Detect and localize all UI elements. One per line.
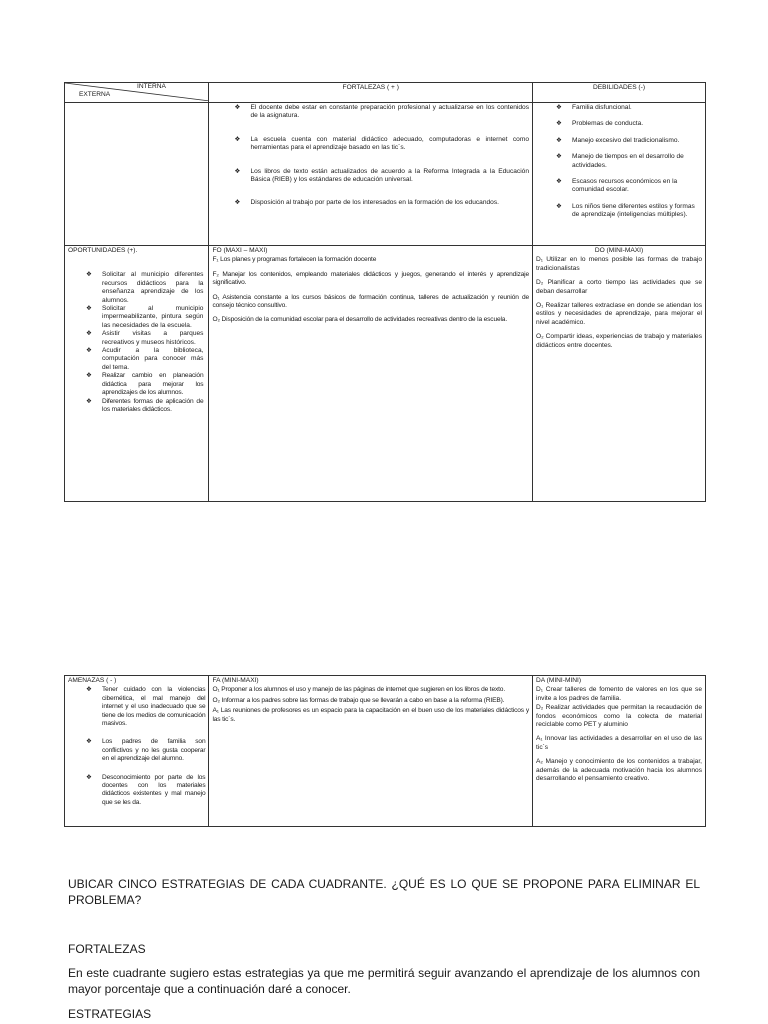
- do-item: D₁ Utilizar en lo menos posible las formas de trabajo tradicionalistas: [536, 256, 702, 272]
- debilidades-cell: [533, 103, 706, 246]
- list-item: ❖ Realizar cambio en planeación didáctica para mejorar los aprendizajes de los alumnos.: [68, 372, 203, 397]
- amenazas-cell: [65, 676, 209, 827]
- list-item: ❖ Tener cuidado con la violencias cibernética, el mal manejo del internet y el uso inadecuado que se tiene de los medios de comunicación masivos.: [68, 686, 205, 728]
- list-item: ❖ Manejo excesivo del tradicionalismo.: [536, 137, 702, 145]
- list-item: ❖ Los libros de texto están actualizados de acuerdo a la Reforma Integrada a la Educación Básica (RIEB) y los estándares de educación universal.: [212, 168, 529, 185]
- estrategias-heading: ESTRATEGIAS: [68, 1007, 152, 1021]
- fo-item: F₂ Manejar los contenidos, empleando materiales didácticos y juegos, generando el interés y aprendizaje significativo.: [212, 270, 530, 287]
- swot-matrix-bottom: [64, 675, 706, 827]
- question-text: UBICAR CINCO ESTRATEGIAS DE CADA CUADRANTE. ¿QUÉ ES LO QUE SE PROPONE PARA ELIMINAR EL PROBLEMA?: [68, 877, 700, 907]
- list-item: ❖ Manejo de tiempos en el desarrollo de actividades.: [536, 153, 702, 170]
- list-item: ❖ Los padres de familia son conflictivos y no les gusta cooperar en el aprendizaje del alumno.: [68, 738, 205, 763]
- fortalezas-list: [212, 104, 529, 208]
- list-item: ❖ El docente debe estar en constante preparación profesional y actualizarse en los contenidos de la asignatura.: [212, 104, 529, 121]
- do-item: D₂ Planificar a corto tiempo las actividades que se deban desarrollar: [536, 279, 702, 295]
- do-cell: [533, 246, 706, 502]
- intro-paragraph: En este cuadrante sugiero estas estrategias ya que me permitirá seguir avanzando el aprendizaje de los alumnos con mayor porcentaje que a continuación daré a conocer.: [68, 966, 700, 996]
- do-item: O₁ Realizar talleres extraclase en donde se atiendan los estilos y necesidades de aprendizaje, para mejorar el nivel académico.: [536, 302, 702, 326]
- list-item: ❖ Solicitar al municipio diferentes recursos didácticos para la enseñanza aprendizaje de los alumnos.: [68, 271, 203, 305]
- fo-cell: [209, 246, 533, 502]
- list-item: ❖ Diferentes formas de aplicación de los materiales didácticos.: [68, 398, 203, 415]
- list-item: ❖ Asistir visitas a parques recreativos y museos históricos.: [68, 330, 203, 347]
- interna-label: INTERNA: [137, 83, 166, 90]
- fa-item: O₁ Proponer a los alumnos el uso y manejo de las páginas de internet que sugieren en los libros de texto.: [212, 686, 506, 694]
- list-item: ❖ Disposición al trabajo por parte de los interesados en la formación de los educandos.: [212, 199, 529, 207]
- fo-item: F₁ Los planes y programas fortalecen la formación docente: [212, 256, 377, 264]
- list-item: ❖ La escuela cuenta con material didáctico adecuado, computadoras e internet como herramientas para el aprendizaje basado en las tic´s.: [212, 136, 529, 153]
- da-item: A₂ Manejo y conocimiento de los contenidos a trabajar, además de la adecuada motivación hacia los alumnos desarrollando el pensamiento creativo.: [536, 758, 702, 783]
- debilidades-header: DEBILIDADES (-): [533, 83, 706, 103]
- fortalezas-header: FORTALEZAS ( + ): [209, 83, 533, 103]
- oportunidades-cell: [65, 246, 209, 502]
- swot-matrix-top: [64, 82, 706, 502]
- fo-item: O₂ Disposición de la comunidad escolar para el desarrollo de actividades recreativas dentro de la escuela.: [212, 316, 508, 324]
- da-item: D₁ Crear talleres de fomento de valores en los que se invite a los padres de familia.: [536, 686, 702, 702]
- corner-header-cell: [65, 83, 209, 103]
- fortalezas-cell: [209, 103, 533, 246]
- list-item: ❖ Acudir a la biblioteca, computación para conocer más del tema.: [68, 347, 203, 372]
- fa-item: A₁ Las reuniones de profesores es un espacio para la capacitación en el buen uso de los materiales didácticos y las tic´s.: [212, 707, 530, 723]
- oportunidades-list: [68, 271, 205, 414]
- oportunidades-title: OPORTUNIDADES (+).: [68, 247, 138, 254]
- fortalezas-heading: FORTALEZAS: [68, 942, 146, 956]
- fa-item: O₂ Informar a los padres sobre las formas de trabajo que se llevarán a cabo en base a la reforma (RIEB).: [212, 696, 505, 704]
- empty-cell: [65, 103, 209, 246]
- fo-title: FO (MAXI – MAXI): [212, 247, 268, 254]
- debilidades-list: [536, 104, 702, 220]
- da-item: A₁ Innovar las actividades a desarrollar en el uso de las tic´s: [536, 735, 702, 751]
- fa-title: FA (MINI-MAXI): [212, 677, 259, 684]
- list-item: ❖ Solicitar al municipio impermeabilizante, pintura según las necesidades de la escuela.: [68, 305, 203, 330]
- fa-cell: [209, 676, 533, 827]
- externa-label: EXTERNA: [79, 91, 111, 98]
- da-cell: [533, 676, 706, 827]
- list-item: ❖ Escasos recursos económicos en la comunidad escolar.: [536, 178, 702, 195]
- fo-item: O₁ Asistencia constante a los cursos básicos de formación continua, talleres de actualización y reunión de consejo técnico consultivo.: [212, 293, 530, 310]
- da-item: D₂ Realizar actividades que permitan la recaudación de fondos económicos como la colecta de material reciclable como PET y aluminio: [536, 704, 702, 729]
- do-title: DO (MINI-MAXI): [594, 247, 644, 254]
- da-title: DA (MINI-MINI): [536, 677, 582, 684]
- amenazas-list: [68, 686, 205, 807]
- list-item: ❖ Familia disfuncional.: [536, 104, 702, 112]
- list-item: ❖ Desconocimiento por parte de los docentes con los materiales didácticos existentes y mal manejo que se les da.: [68, 774, 205, 808]
- amenazas-title: AMENAZAS ( - ): [68, 677, 117, 684]
- list-item: ❖ Los niños tiene diferentes estilos y formas de aprendizaje (inteligencias múltiples).: [536, 203, 702, 220]
- list-item: ❖ Problemas de conducta.: [536, 120, 702, 128]
- do-item: O₂ Compartir ideas, experiencias de trabajo y materiales didácticos entre docentes.: [536, 333, 702, 349]
